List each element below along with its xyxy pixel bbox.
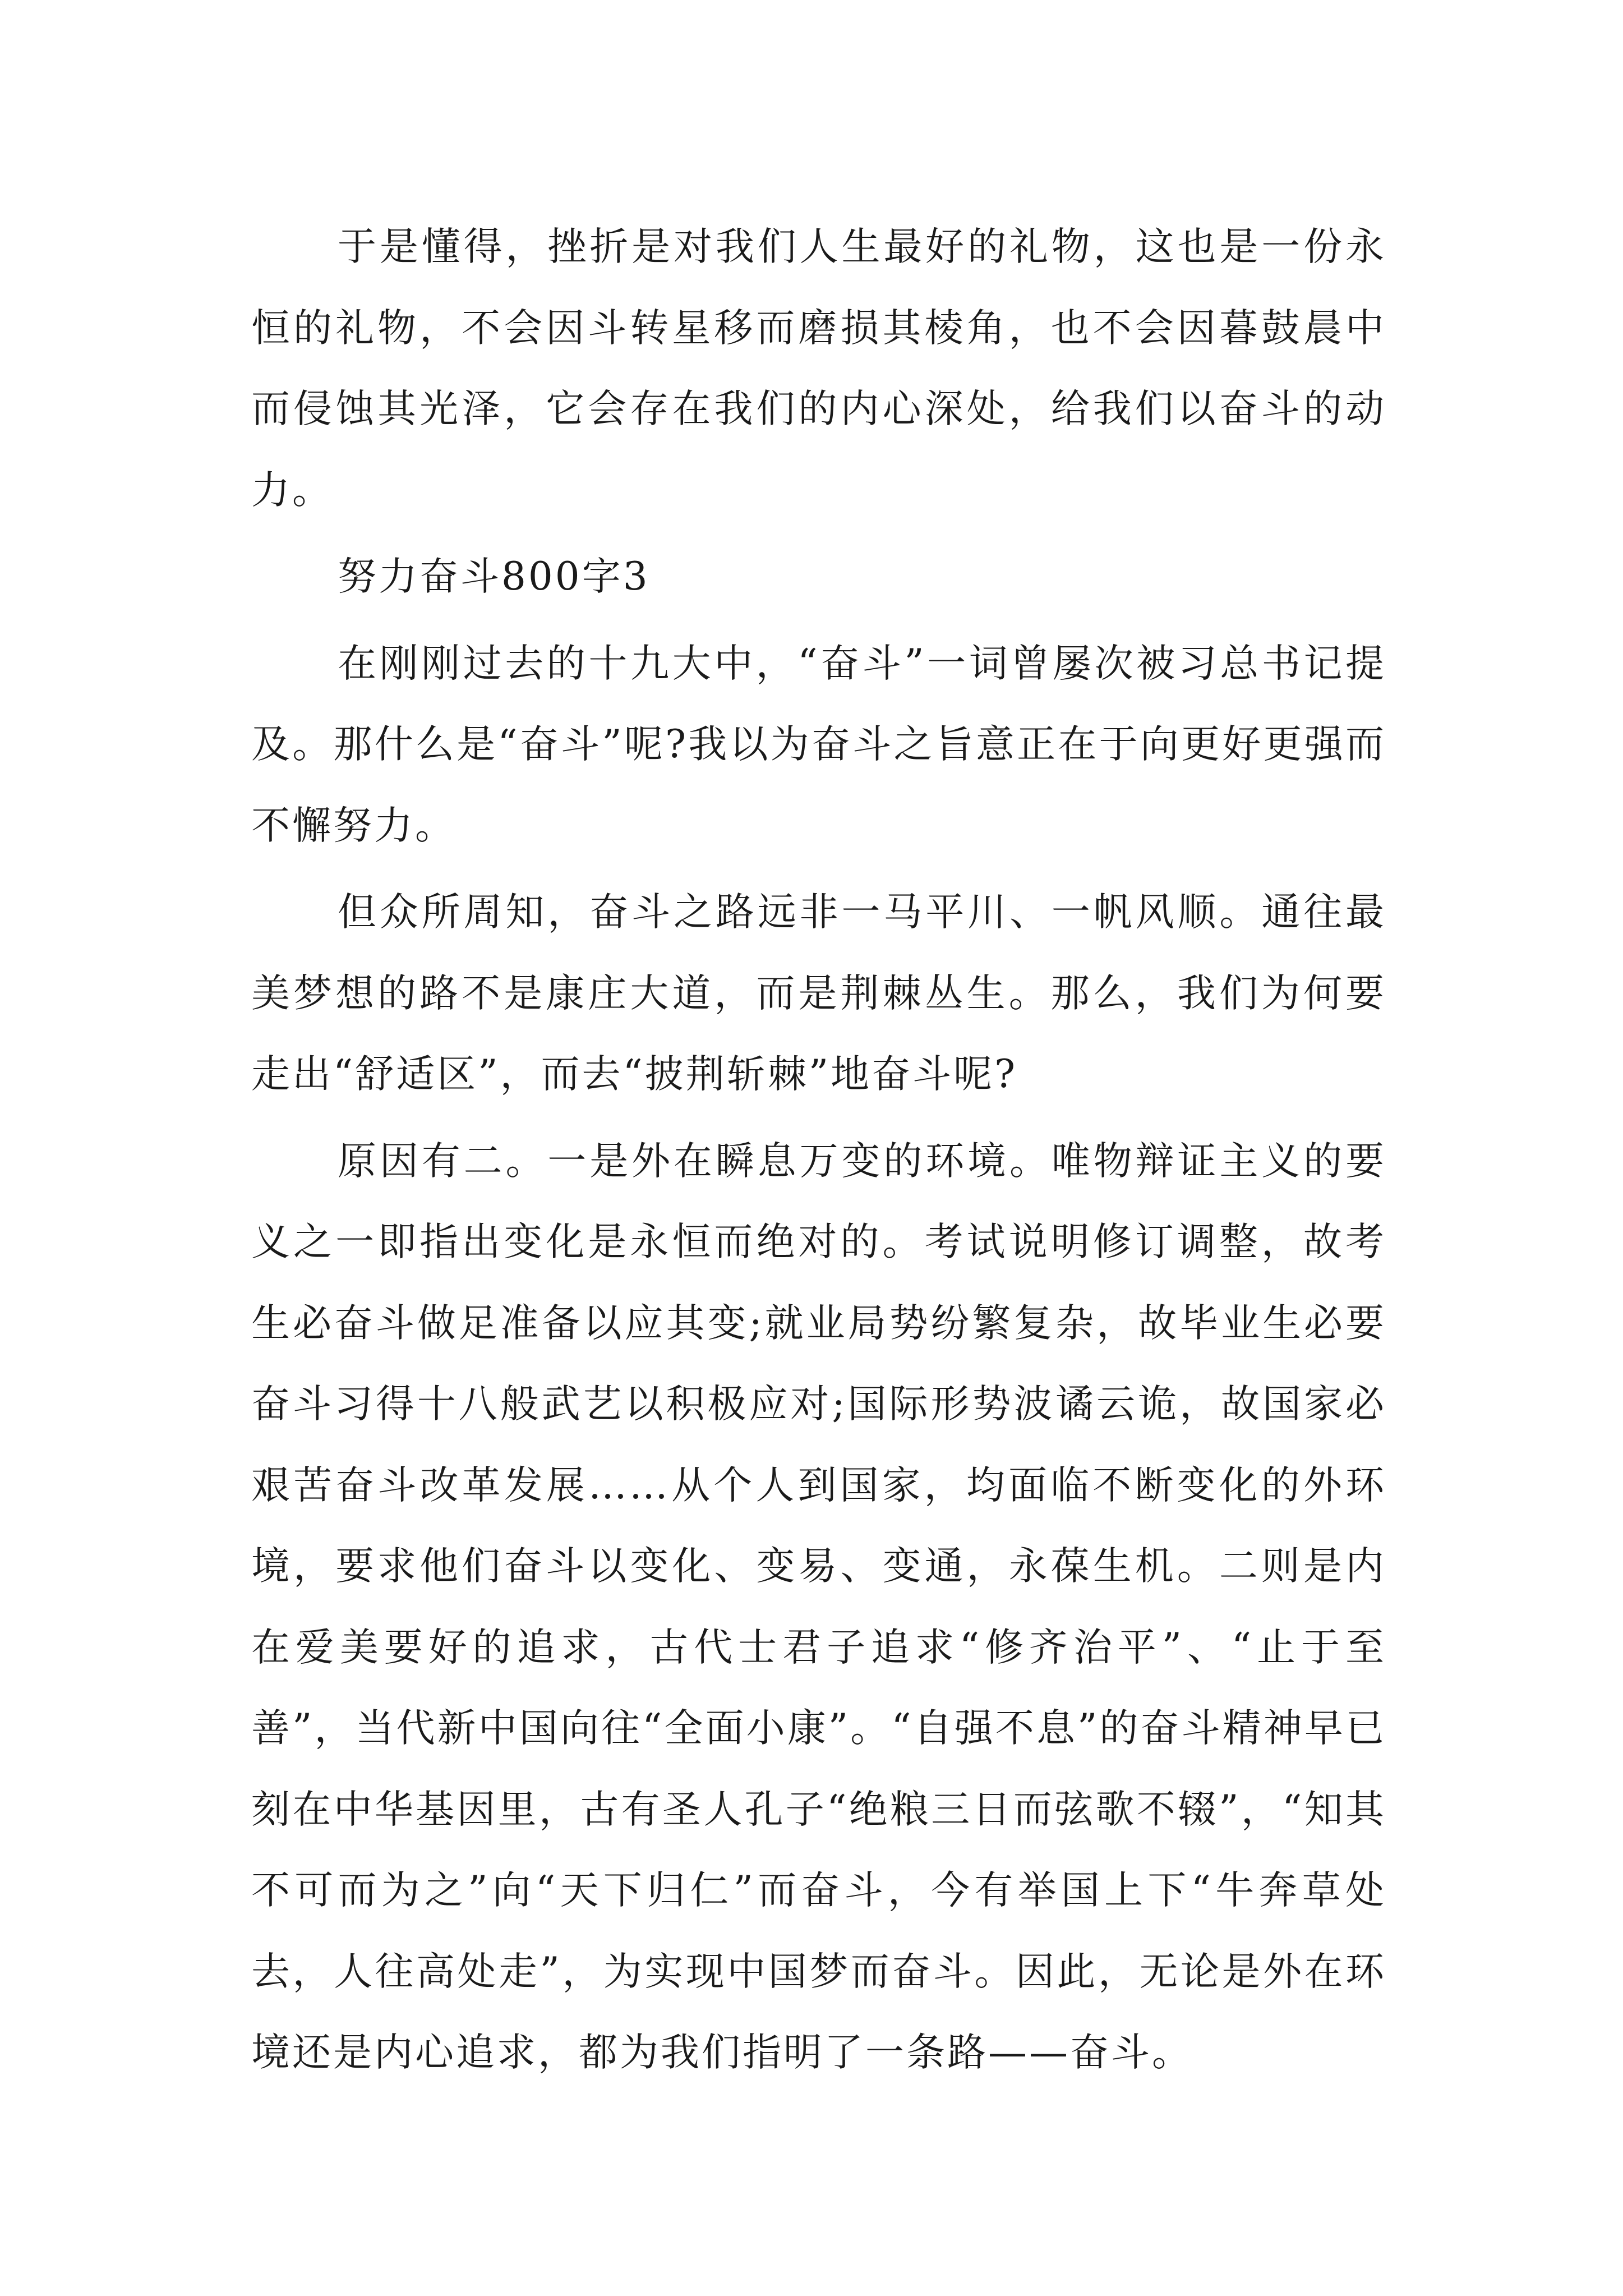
paragraph-what-is-striving: 在刚刚过去的十九大中，“奋斗”一词曾屡次被习总书记提及。那什么是“奋斗”呢?我以为奋斗之旨意正在于向更好更强而不懈努力。	[251, 641, 1386, 848]
paragraph-gift-of-setbacks: 于是懂得，挫折是对我们人生最好的礼物，这也是一份永恒的礼物，不会因斗转星移而磨损其棱角，也不会因暮鼓晨中而侵蚀其光泽，它会存在我们的内心深处，给我们以奋斗的动力。	[251, 224, 1386, 513]
paragraph-road-of-striving: 但众所周知，奋斗之路远非一马平川、一帆风顺。通往最美梦想的路不是康庄大道，而是荆棘丛生。那么，我们为何要走出“舒适区”，而去“披荆斩棘”地奋斗呢?	[251, 890, 1386, 1097]
document-body	[251, 206, 1386, 2093]
paragraph-two-reasons: 原因有二。一是外在瞬息万变的环境。唯物辩证主义的要义之一即指出变化是永恒而绝对的。考试说明修订调整，故考生必奋斗做足准备以应其变;就业局势纷繁复杂，故毕业生必要奋斗习得十八般武艺以积极应对;国际形势波谲云诡，故国家必艰苦奋斗改革发展……从个人到国家，均面临不断变化的外环境，要求他们奋斗以变化、变易、变通，永葆生机。二则是内在爱美要好的追求，古代士君子追求“修齐治平”、“止于至善”，当代新中国向往“全面小康”。“自强不息”的奋斗精神早已刻在中华基因里，古有圣人孔子“绝粮三日而弦歌不辍”，“知其不可而为之”向“天下归仁”而奋斗，今有举国上下“牛奔草处去，人往高处走”，为实现中国梦而奋斗。因此，无论是外在环境还是内心追求，都为我们指明了一条路——奋斗。	[251, 1138, 1386, 2075]
section-heading: 努力奋斗800字3	[338, 554, 650, 599]
